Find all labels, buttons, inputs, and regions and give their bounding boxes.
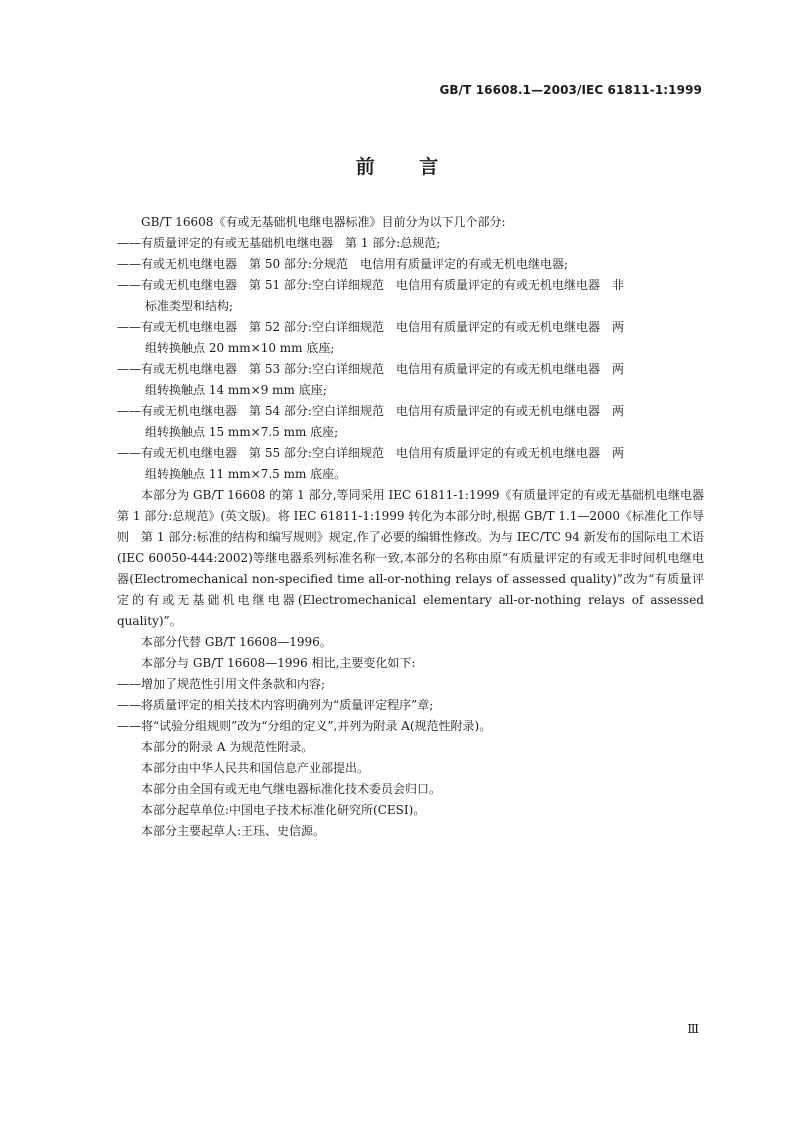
list-item: ——增加了规范性引用文件条款和内容; bbox=[117, 677, 326, 691]
foreword-body bbox=[117, 212, 717, 842]
list-item: ——将质量评定的相关技术内容明确列为“质量评定程序”章; bbox=[117, 698, 434, 712]
part-line-continued: 组转换触点 20 mm×10 mm 底座; bbox=[145, 341, 335, 355]
part-line: ——有或无机电继电器 第 53 部分:空白详细规范 电信用有质量评定的有或无机电继电器 两 bbox=[117, 362, 624, 376]
note-line: 本部分的附录 A 为规范性附录。 bbox=[141, 740, 314, 754]
list-item bbox=[117, 233, 704, 254]
list-item bbox=[117, 275, 704, 317]
part-line-continued: 标准类型和结构; bbox=[145, 299, 234, 313]
replaces-text: 本部分代替 GB/T 16608—1996。 bbox=[141, 635, 332, 649]
page-number: Ⅲ bbox=[687, 1022, 699, 1036]
intro-text: GB/T 16608《有或无基础机电继电器标准》目前分为以下几个部分: bbox=[141, 215, 506, 229]
notes-list bbox=[117, 737, 704, 842]
list-item bbox=[117, 254, 704, 275]
part-line: ——有或无机电继电器 第 50 部分:分规范 电信用有质量评定的有或无机电继电器; bbox=[117, 257, 568, 271]
list-item bbox=[117, 401, 704, 443]
note-line: 本部分起草单位:中国电子技术标准化研究所(CESI)。 bbox=[141, 803, 426, 817]
part-line: ——有或无机电继电器 第 51 部分:空白详细规范 电信用有质量评定的有或无机电继电器 非 bbox=[117, 278, 624, 292]
part-line-continued: 组转换触点 11 mm×7.5 mm 底座。 bbox=[145, 467, 347, 481]
part-line: ——有或无机电继电器 第 52 部分:空白详细规范 电信用有质量评定的有或无机电继电器 两 bbox=[117, 320, 624, 334]
part-line-continued: 组转换触点 14 mm×9 mm 底座; bbox=[145, 383, 327, 397]
part-line: ——有质量评定的有或无基础机电继电器 第 1 部分:总规范; bbox=[117, 236, 441, 250]
page-title: 前 言 bbox=[355, 156, 439, 178]
parts-list bbox=[117, 233, 704, 485]
changes-intro: 本部分与 GB/T 16608—1996 相比,主要变化如下: bbox=[141, 656, 416, 670]
part-line: ——有或无机电继电器 第 55 部分:空白详细规范 电信用有质量评定的有或无机电继电器 两 bbox=[117, 446, 624, 460]
standard-number: GB/T 16608.1—2003/IEC 61811-1:1999 bbox=[439, 83, 702, 97]
note-line: 本部分由全国有或无电气继电器标准化技术委员会归口。 bbox=[141, 782, 442, 796]
part-line: ——有或无机电继电器 第 54 部分:空白详细规范 电信用有质量评定的有或无机电继电器 两 bbox=[117, 404, 624, 418]
part-line-continued: 组转换触点 15 mm×7.5 mm 底座; bbox=[145, 425, 339, 439]
list-item: ——将“试验分组规则”改为“分组的定义”,并列为附录 A(规范性附录)。 bbox=[117, 719, 492, 733]
note-line: 本部分主要起草人:王珏、史信源。 bbox=[141, 824, 326, 838]
list-item bbox=[117, 317, 704, 359]
changes-list bbox=[117, 674, 704, 737]
main-paragraph: 本部分为 GB/T 16608 的第 1 部分,等同采用 IEC 61811-1:1999《有质量评定的有或无基础机电继电器 第 1 部分:总规范》(英文版)。将 IEC 61811-1:1999 转化为本部分时,根据 GB/T 1.1—2000《标准化工作导则 第 1 部分:标准的结构和编写规则》规定,作了必要的编辑性修改。为与 IEC/TC 94 新发布的国际电工术语(IEC 60050-444:2002)等继电器系列标准名称一致,本部分的名称由原“有质量评定的有或无非时间机电继电器(Electromechanical non-specified time all-or-nothing relays of assessed quality)”改为“有质量评定的有或无基础机电继电器(Electromechanical elementary all-or-nothing relays of assessed quality)”。 bbox=[117, 488, 717, 628]
note-line: 本部分由中华人民共和国信息产业部提出。 bbox=[141, 761, 370, 775]
list-item bbox=[117, 359, 704, 401]
list-item bbox=[117, 443, 704, 485]
